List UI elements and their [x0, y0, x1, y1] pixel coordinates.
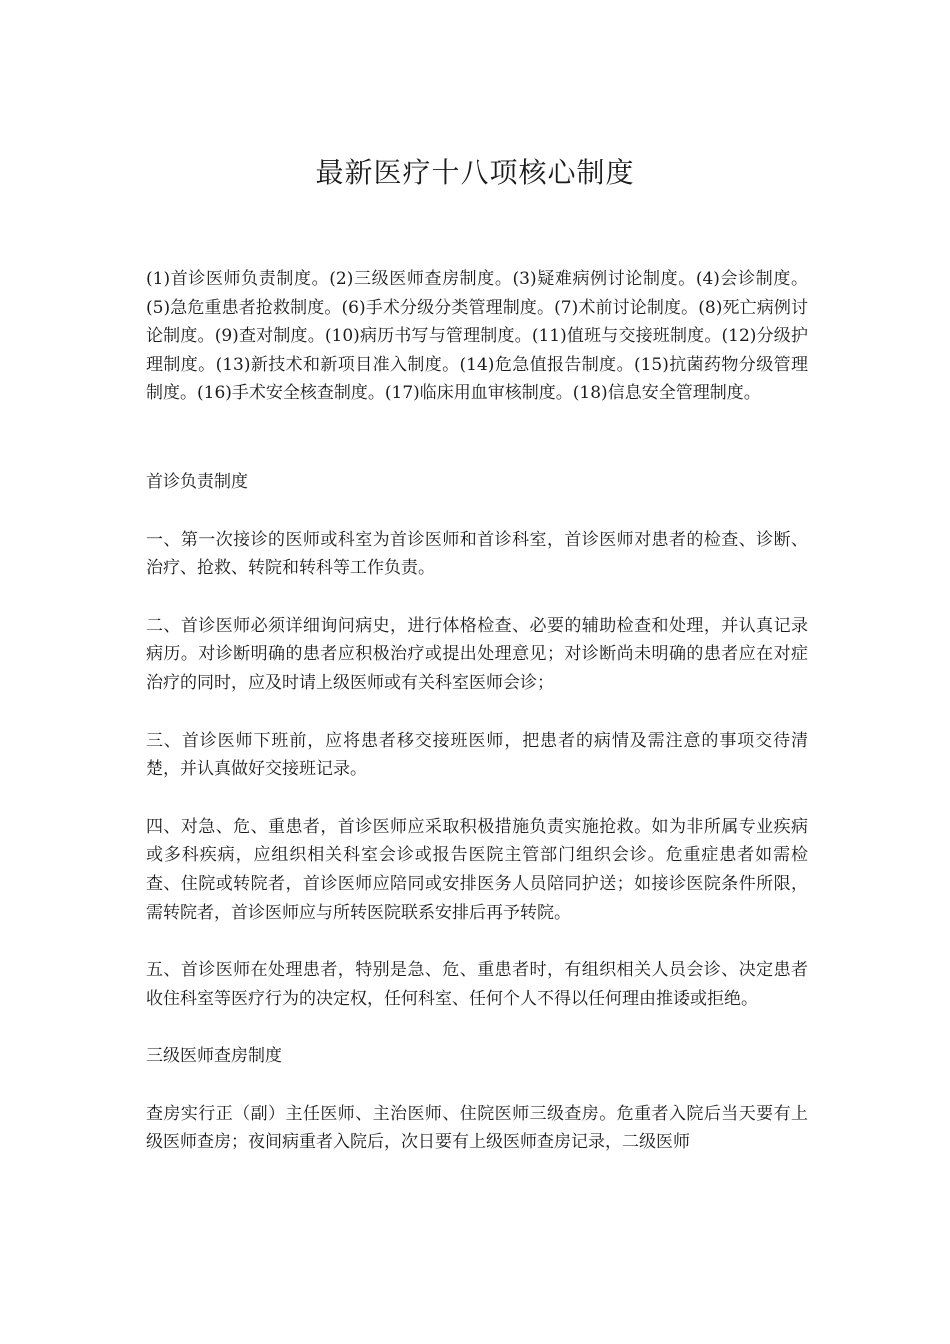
document-title: 最新医疗十八项核心制度: [315, 156, 635, 189]
document-body: [146, 265, 808, 1157]
section2-paragraph-1: 查房实行正（副）主任医师、主治医师、住院医师三级查房。危重者入院后当天要有上级医师查房；夜间病重者入院后，次日要有上级医师查房记录，二级医师: [146, 1103, 808, 1153]
section1-paragraph-1: 一、第一次接诊的医师或科室为首诊医师和首诊科室，首诊医师对患者的检查、诊断、治疗、抢救、转院和转科等工作负责。: [146, 529, 808, 579]
section-heading-ward-rounds: 三级医师查房制度: [146, 1046, 282, 1067]
section-heading-first-visit: 首诊负责制度: [146, 471, 248, 492]
section1-paragraph-4: 四、对急、危、重患者，首诊医师应采取积极措施负责实施抢救。如为非所属专业疾病或多科疾病，应组织相关科室会诊或报告医院主管部门组织会诊。危重症患者如需检查、住院或转院者，首诊医师应陪同或安排医务人员陪同护送；如接诊医院条件所限，需转院者，首诊医师应与所转医院联系安排后再予转院。: [146, 816, 808, 923]
section1-paragraph-3: 三、首诊医师下班前，应将患者移交接班医师，把患者的病情及需注意的事项交待清楚，并认真做好交接班记录。: [146, 730, 808, 780]
section1-paragraph-5: 五、首诊医师在处理患者，特别是急、危、重患者时，有组织相关人员会诊、决定患者收住科室等医疗行为的决定权，任何科室、任何个人不得以任何理由推诿或拒绝。: [146, 960, 808, 1009]
intro-paragraph: (1)首诊医师负责制度。(2)三级医师查房制度。(3)疑难病例讨论制度。(4)会诊制度。(5)急危重患者抢救制度。(6)手术分级分类管理制度。(7)术前讨论制度。(8)死亡病例讨论制度。(9)查对制度。(10)病历书写与管理制度。(11)值班与交接班制度。(12)分级护理制度。(13)新技术和新项目准入制度。(14)危急值报告制度。(15)抗菌药物分级管理制度。(16)手术安全核查制度。(17)临床用血审核制度。(18)信息安全管理制度。: [146, 269, 808, 404]
section1-paragraph-2: 二、首诊医师必须详细询问病史，进行体格检查、必要的辅助检查和处理，并认真记录病历。对诊断明确的患者应积极治疗或提出处理意见；对诊断尚未明确的患者应在对症治疗的同时，应及时请上级医师或有关科室医师会诊；: [146, 615, 808, 693]
